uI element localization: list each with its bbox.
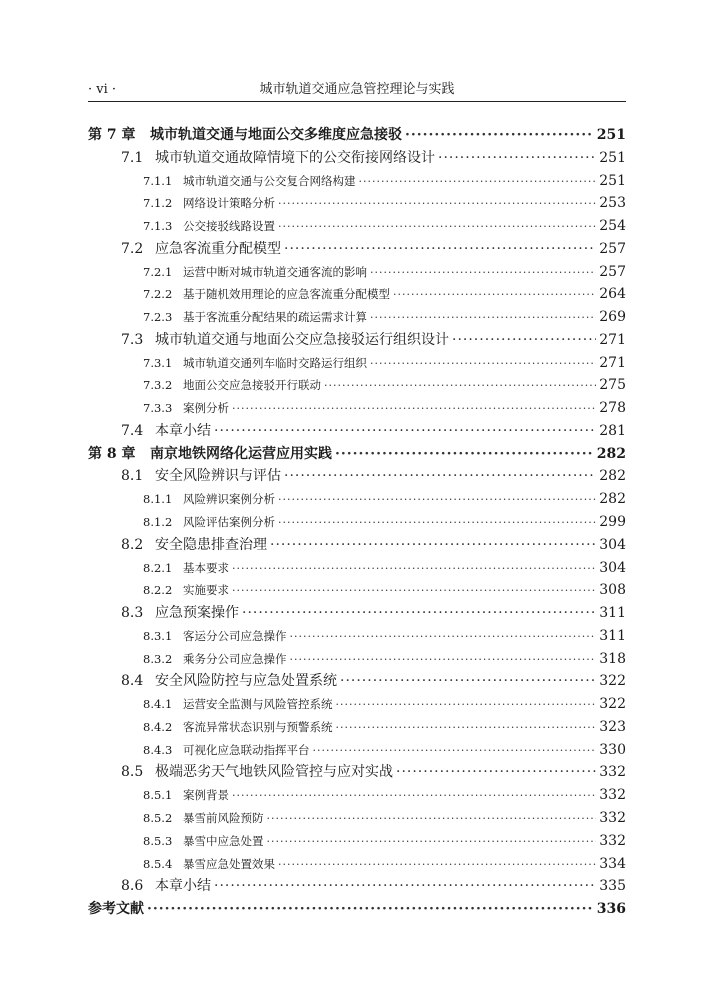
toc-entry-title: 城市轨道交通列车临时交路运行组织 xyxy=(183,355,367,370)
toc-entry-page: 278 xyxy=(599,400,626,417)
toc-entry-title: 运营中断对城市轨道交通客流的影响 xyxy=(183,264,367,279)
toc-entry-title: 基于客流重分配结果的疏运需求计算 xyxy=(183,310,367,325)
toc-subsection-entry xyxy=(88,830,626,853)
toc-entry-title: 南京地铁网络化运营应用实践 xyxy=(150,445,332,462)
toc-entry-title: 案例分析 xyxy=(183,401,229,416)
toc-entry-title: 应急客流重分配模型 xyxy=(155,240,281,257)
toc-entry-number: 8.5.2 xyxy=(143,810,173,825)
toc-entry-page: 311 xyxy=(599,605,626,622)
toc-entry-title: 极端恶劣天气地铁风险管控与应对实战 xyxy=(155,764,393,781)
toc-section-entry xyxy=(88,875,626,898)
toc-entry-page: 318 xyxy=(599,650,626,667)
toc-entry-page: 304 xyxy=(599,536,626,553)
dot-leader xyxy=(232,579,596,603)
header-rule xyxy=(88,101,626,102)
toc-entry-number: 8.2.1 xyxy=(143,560,173,575)
toc-entry-title: 暴雪中应急处置 xyxy=(183,833,264,848)
toc-entry-title: 风险评估案例分析 xyxy=(183,515,275,530)
toc-entry-page: 281 xyxy=(599,422,626,439)
toc-subsection-entry xyxy=(88,625,626,648)
toc-entry-number: 7.2.2 xyxy=(143,287,173,302)
toc-subsection-entry xyxy=(88,648,626,671)
toc-subsection-entry xyxy=(88,807,626,830)
toc-entry-page: 251 xyxy=(599,172,626,189)
toc-entry-page: 332 xyxy=(599,787,626,804)
dot-leader xyxy=(438,147,596,170)
toc-entry-number: 7.1.3 xyxy=(143,219,173,234)
toc-entry-page: 254 xyxy=(599,218,626,235)
toc-subsection-entry xyxy=(88,352,626,375)
toc-entry-page: 282 xyxy=(599,468,626,485)
dot-leader xyxy=(313,739,597,763)
toc-subsection-entry xyxy=(88,739,626,762)
dot-leader xyxy=(284,465,596,488)
dot-leader xyxy=(335,443,594,466)
toc-entry-page: 269 xyxy=(599,309,626,326)
toc-entry-page: 304 xyxy=(599,559,626,576)
toc-section-entry xyxy=(88,670,626,693)
toc-section-entry xyxy=(88,465,626,488)
toc-entry-title: 乘务分公司应急操作 xyxy=(183,651,287,666)
toc-entry-page: 311 xyxy=(599,627,626,644)
toc-entry-title: 暴雪前风险预防 xyxy=(183,810,264,825)
toc-entry-title: 应急预案操作 xyxy=(155,605,239,622)
toc-entry-title: 地面公交应急接驳开行联动 xyxy=(183,378,321,393)
toc-subsection-entry xyxy=(88,170,626,193)
toc-subsection-entry xyxy=(88,283,626,306)
toc-entry-number: 8.3 xyxy=(121,605,144,622)
page-number: · vi · xyxy=(88,82,117,97)
toc-entry-title: 城市轨道交通与地面公交多维度应急接驳 xyxy=(150,127,402,143)
toc-entry-title: 参考文献 xyxy=(88,901,144,918)
running-title: 城市轨道交通应急管控理论与实践 xyxy=(259,82,455,97)
toc-entry-title: 实施要求 xyxy=(183,583,229,598)
dot-leader xyxy=(290,648,597,672)
toc-entry-number: 7.3 xyxy=(121,331,144,348)
toc-entry-title: 安全风险防控与应急处置系统 xyxy=(155,673,337,690)
toc-subsection-entry xyxy=(88,557,626,580)
toc-subsection-entry xyxy=(88,215,626,238)
toc-subsection-entry xyxy=(88,374,626,397)
toc-entry-page: 335 xyxy=(599,878,626,895)
toc-entry-title: 基于随机效用理论的应急客流重分配模型 xyxy=(183,287,390,302)
table-of-contents xyxy=(88,124,626,921)
toc-subsection-entry xyxy=(88,716,626,739)
toc-entry-number: 7.1.1 xyxy=(143,173,173,188)
toc-entry-title: 案例背景 xyxy=(183,788,229,803)
toc-entry-page: 336 xyxy=(596,901,626,918)
toc-entry-number: 第 8 章 xyxy=(88,445,136,462)
toc-entry-number: 7.4 xyxy=(121,422,144,439)
toc-entry-page: 251 xyxy=(599,149,626,166)
toc-entry-number: 8.3.2 xyxy=(143,651,173,666)
dot-leader xyxy=(267,830,597,854)
dot-leader xyxy=(452,329,596,352)
toc-chapter-entry xyxy=(88,124,626,147)
toc-entry-title: 暴雪应急处置效果 xyxy=(183,856,275,871)
toc-entry-number: 8.6 xyxy=(121,878,144,895)
toc-chapter-entry xyxy=(88,898,626,921)
dot-leader xyxy=(396,761,596,784)
toc-entry-number: 8.4.1 xyxy=(143,697,173,712)
toc-entry-number: 8.4.3 xyxy=(143,742,173,757)
toc-entry-title: 公交接驳线路设置 xyxy=(183,219,275,234)
toc-entry-page: 332 xyxy=(599,832,626,849)
toc-entry-number: 8.2.2 xyxy=(143,583,173,598)
dot-leader xyxy=(370,352,596,376)
dot-leader xyxy=(290,625,597,649)
toc-entry-page: 271 xyxy=(599,331,626,348)
dot-leader xyxy=(393,283,596,307)
toc-section-entry xyxy=(88,761,626,784)
toc-entry-title: 安全风险辨识与评估 xyxy=(155,468,281,485)
toc-entry-title: 客运分公司应急操作 xyxy=(183,628,287,643)
dot-leader xyxy=(405,124,594,147)
toc-entry-number: 8.3.1 xyxy=(143,628,173,643)
toc-section-entry xyxy=(88,329,626,352)
toc-entry-page: 264 xyxy=(599,286,626,303)
dot-leader xyxy=(278,215,596,239)
toc-entry-number: 8.5.3 xyxy=(143,833,173,848)
toc-subsection-entry xyxy=(88,261,626,284)
toc-entry-page: 275 xyxy=(599,377,626,394)
toc-entry-number: 8.1.1 xyxy=(143,492,173,507)
toc-entry-number: 8.5.4 xyxy=(143,856,173,871)
toc-entry-number: 7.3.2 xyxy=(143,378,173,393)
toc-entry-title: 基本要求 xyxy=(183,560,229,575)
toc-entry-title: 网络设计策略分析 xyxy=(183,196,275,211)
dot-leader xyxy=(232,784,596,808)
toc-subsection-entry xyxy=(88,397,626,420)
toc-entry-title: 城市轨道交通故障情境下的公交衔接网络设计 xyxy=(155,149,435,166)
toc-entry-page: 332 xyxy=(599,809,626,826)
toc-subsection-entry xyxy=(88,693,626,716)
toc-entry-number: 7.1.2 xyxy=(143,196,173,211)
dot-leader xyxy=(147,898,594,921)
toc-entry-number: 7.2 xyxy=(121,240,144,257)
toc-entry-number: 8.5.1 xyxy=(143,788,173,803)
toc-section-entry xyxy=(88,602,626,625)
dot-leader xyxy=(232,397,596,421)
toc-subsection-entry xyxy=(88,511,626,534)
dot-leader xyxy=(359,170,597,194)
toc-subsection-entry xyxy=(88,306,626,329)
toc-entry-page: 308 xyxy=(599,582,626,599)
toc-subsection-entry xyxy=(88,192,626,215)
toc-entry-number: 8.1 xyxy=(121,468,144,485)
dot-leader xyxy=(278,192,596,216)
dot-leader xyxy=(284,238,596,261)
toc-section-entry xyxy=(88,420,626,443)
dot-leader xyxy=(336,693,597,717)
toc-entry-title: 城市轨道交通与公交复合网络构建 xyxy=(183,173,356,188)
toc-chapter-entry xyxy=(88,443,626,466)
toc-entry-title: 运营安全监测与风险管控系统 xyxy=(183,697,333,712)
toc-entry-page: 322 xyxy=(599,673,626,690)
toc-entry-title: 城市轨道交通与地面公交应急接驳运行组织设计 xyxy=(155,331,449,348)
dot-leader xyxy=(324,374,596,398)
toc-entry-title: 本章小结 xyxy=(155,422,211,439)
toc-entry-page: 251 xyxy=(596,127,626,143)
toc-entry-page: 330 xyxy=(599,741,626,758)
toc-entry-title: 本章小结 xyxy=(155,878,211,895)
dot-leader xyxy=(336,716,597,740)
dot-leader xyxy=(370,261,596,285)
toc-subsection-entry xyxy=(88,579,626,602)
toc-entry-page: 299 xyxy=(599,514,626,531)
toc-subsection-entry xyxy=(88,784,626,807)
dot-leader xyxy=(278,488,596,512)
toc-entry-title: 可视化应急联动指挥平台 xyxy=(183,742,310,757)
toc-section-entry xyxy=(88,147,626,170)
toc-entry-title: 安全隐患排查治理 xyxy=(155,536,267,553)
toc-entry-number: 7.3.1 xyxy=(143,355,173,370)
dot-leader xyxy=(267,807,597,831)
toc-entry-title: 风险辨识案例分析 xyxy=(183,492,275,507)
toc-section-entry xyxy=(88,238,626,261)
toc-entry-page: 322 xyxy=(599,696,626,713)
toc-entry-page: 334 xyxy=(599,855,626,872)
dot-leader xyxy=(278,853,596,877)
toc-entry-number: 8.4 xyxy=(121,673,144,690)
dot-leader xyxy=(214,875,596,898)
toc-entry-title: 客流异常状态识别与预警系统 xyxy=(183,719,333,734)
dot-leader xyxy=(278,511,596,535)
toc-entry-page: 332 xyxy=(599,764,626,781)
toc-entry-number: 8.2 xyxy=(121,536,144,553)
toc-entry-number: 7.2.1 xyxy=(143,264,173,279)
dot-leader xyxy=(370,306,596,330)
toc-entry-page: 323 xyxy=(599,718,626,735)
dot-leader xyxy=(232,557,596,581)
toc-subsection-entry xyxy=(88,853,626,876)
toc-entry-page: 282 xyxy=(599,491,626,508)
toc-entry-number: 8.4.2 xyxy=(143,719,173,734)
toc-entry-page: 271 xyxy=(599,354,626,371)
dot-leader xyxy=(242,602,596,625)
toc-entry-number: 7.3.3 xyxy=(143,401,173,416)
toc-section-entry xyxy=(88,534,626,557)
running-header xyxy=(88,80,626,100)
toc-entry-number: 8.5 xyxy=(121,764,144,781)
toc-entry-number: 7.2.3 xyxy=(143,310,173,325)
toc-entry-number: 8.1.2 xyxy=(143,515,173,530)
toc-entry-page: 253 xyxy=(599,195,626,212)
dot-leader xyxy=(270,534,596,557)
toc-subsection-entry xyxy=(88,488,626,511)
toc-entry-number: 7.1 xyxy=(121,149,144,166)
dot-leader xyxy=(214,420,596,443)
toc-entry-number: 第 7 章 xyxy=(88,127,136,143)
toc-entry-page: 257 xyxy=(599,240,626,257)
toc-entry-page: 282 xyxy=(596,445,626,462)
toc-entry-page: 257 xyxy=(599,263,626,280)
dot-leader xyxy=(340,670,596,693)
